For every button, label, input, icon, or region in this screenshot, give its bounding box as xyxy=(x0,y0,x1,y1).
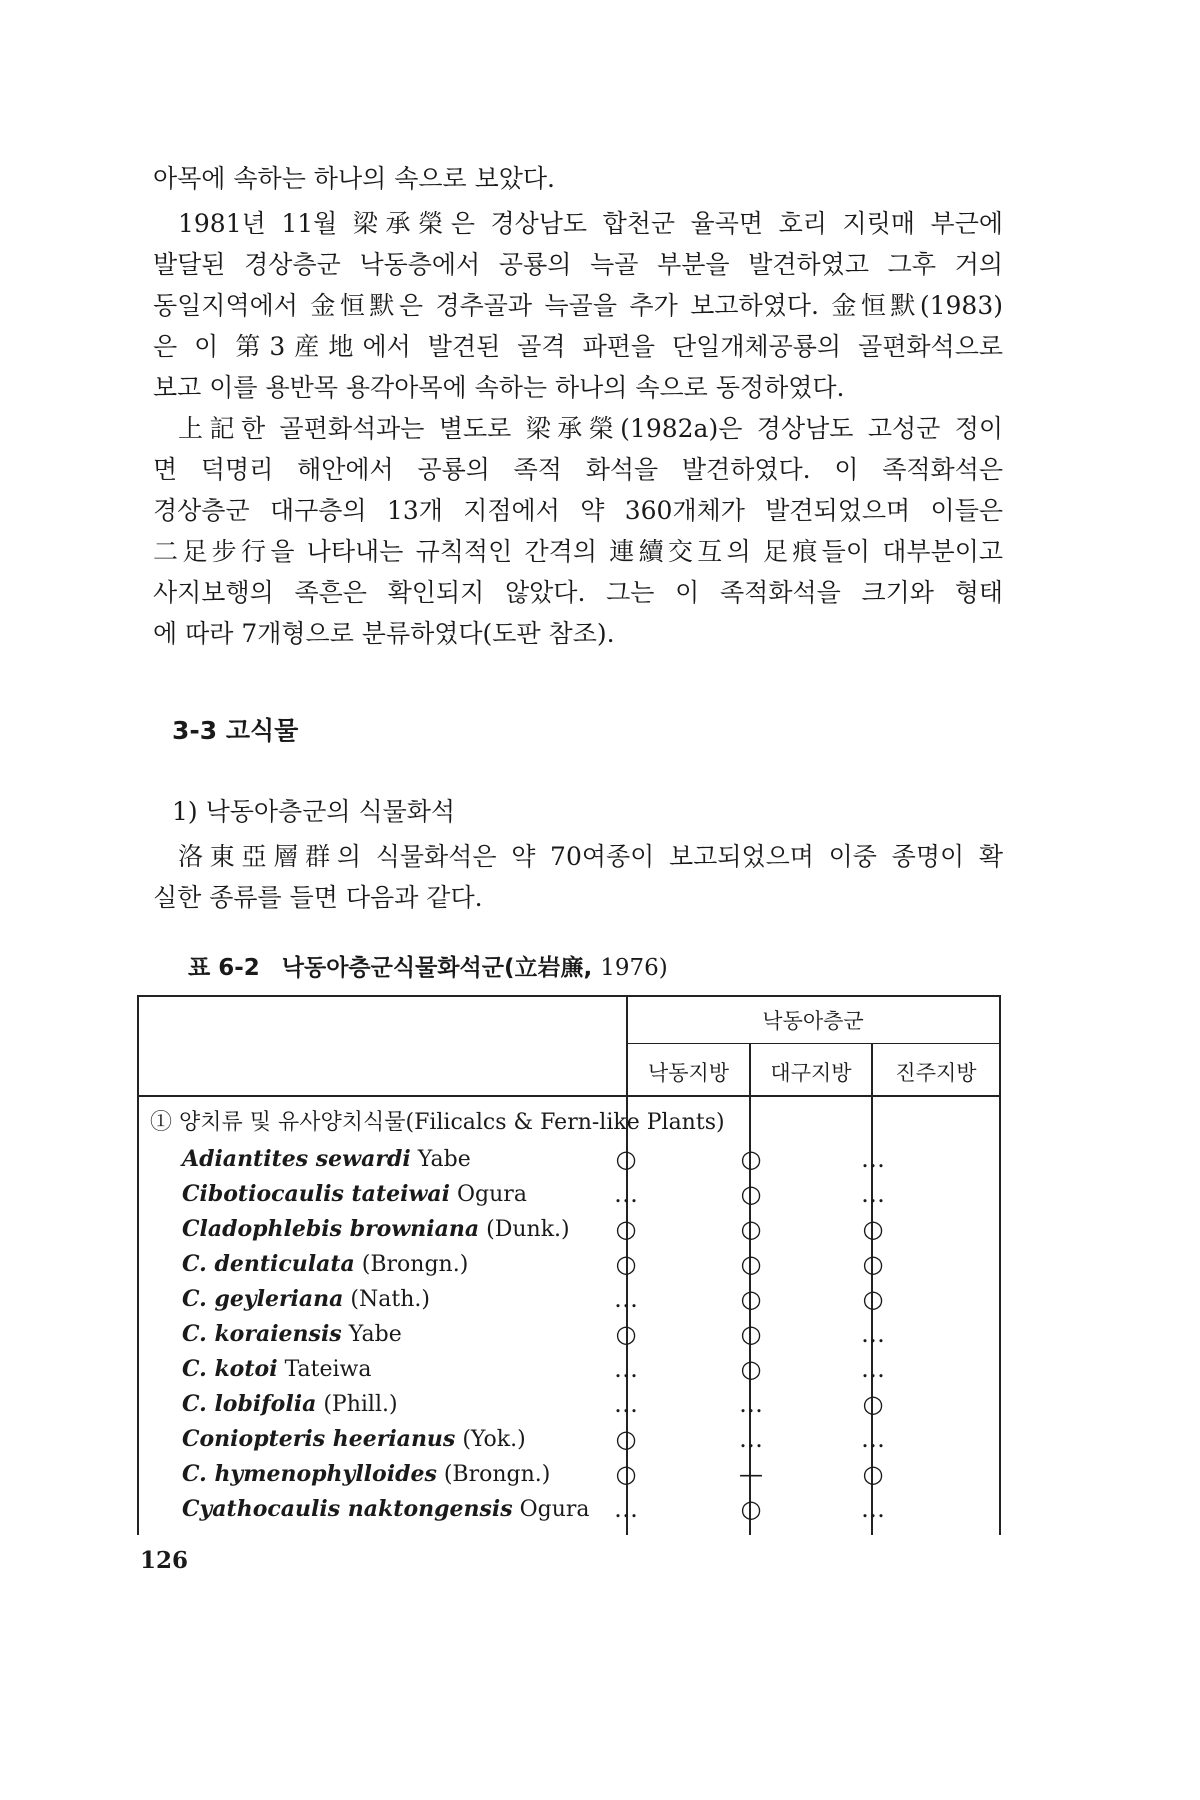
table-row: C. koraiensis Yabe ○ ○ … xyxy=(138,1317,1000,1352)
occurrence-mark: ○ xyxy=(615,1215,637,1243)
text-line: 아목에 속하는 하나의 속으로 보았다. xyxy=(153,164,555,193)
occurrence-mark: ○ xyxy=(862,1215,884,1243)
table-row: Adiantites sewardi Yabe ○ ○ … xyxy=(138,1142,1000,1177)
occurrence-mark: ○ xyxy=(862,1285,884,1313)
group-header: 낙동아층군 xyxy=(762,1009,864,1033)
text-line: 보고 이를 용반목 용각아목에 속하는 하나의 속으로 동정하였다. xyxy=(153,373,845,402)
table-row: C. hymenophylloides (Brongn.) ○ — ○ xyxy=(138,1457,1000,1492)
occurrence-mark: … xyxy=(739,1390,763,1418)
text-line: 경상층군 대구층의 13개 지점에서 약 360개체가 발견되었으며 이들은 xyxy=(153,496,1003,525)
occurrence-mark: ○ xyxy=(615,1250,637,1278)
page-number: 126 xyxy=(140,1547,189,1574)
text-line: 은 이 第3産地에서 발견된 골격 파편을 단일개체공룡의 골편화석으로 xyxy=(153,332,1003,361)
text-line: 사지보행의 족흔은 확인되지 않았다. 그는 이 족적화석을 크기와 형태 xyxy=(153,578,1003,607)
table-row: C. denticulata (Brongn.) ○ ○ ○ xyxy=(138,1247,1000,1282)
text-line: 二足步行을 나타내는 규칙적인 간격의 連續交互의 足痕들이 대부분이고 xyxy=(153,537,1003,566)
occurrence-mark: ○ xyxy=(740,1355,762,1383)
text-line: 면 덕명리 해안에서 공룡의 족적 화석을 발견하였다. 이 족적화석은 xyxy=(153,455,1003,484)
occurrence-mark: … xyxy=(861,1145,885,1173)
occurrence-mark: … xyxy=(614,1355,638,1383)
text-line: 1981년 11월 梁承榮은 경상남도 합천군 율곡면 호리 지릿매 부근에 xyxy=(178,209,1003,238)
table-title: 낙동아층군식물화석군(立岩㢘, xyxy=(281,955,593,981)
occurrence-mark: ○ xyxy=(740,1215,762,1243)
occurrence-mark: ○ xyxy=(862,1460,884,1488)
occurrence-mark: ○ xyxy=(740,1180,762,1208)
table-row: Cyathocaulis naktongensis Ogura … ○ … xyxy=(138,1492,1000,1527)
paragraph-2 xyxy=(153,203,1003,408)
occurrence-mark: ○ xyxy=(740,1145,762,1173)
occurrence-mark: … xyxy=(861,1495,885,1523)
table-row: C. kotoi Tateiwa … ○ … xyxy=(138,1352,1000,1387)
group-header-rule xyxy=(626,1043,1000,1044)
table-year: 1976) xyxy=(600,955,668,981)
table-row: Cladophlebis browniana (Dunk.) ○ ○ ○ xyxy=(138,1212,1000,1247)
occurrence-mark: … xyxy=(614,1390,638,1418)
occurrence-mark: ○ xyxy=(740,1250,762,1278)
occurrence-mark: ○ xyxy=(862,1250,884,1278)
text-line: 洛東亞層群의 식물화석은 약 70여종이 보고되었으며 이중 종명이 확 xyxy=(178,842,1003,871)
table-row: Coniopteris heerianus (Yok.) ○ … … xyxy=(138,1422,1000,1457)
occurrence-mark: ○ xyxy=(615,1320,637,1348)
occurrence-mark: ○ xyxy=(740,1285,762,1313)
paragraph-4 xyxy=(153,836,1003,918)
fossil-table xyxy=(138,995,1000,1535)
occurrence-mark: … xyxy=(614,1180,638,1208)
occurrence-mark: — xyxy=(739,1460,763,1488)
occurrence-mark: ○ xyxy=(615,1460,637,1488)
column-header-daegu: 대구지방 xyxy=(770,1061,852,1085)
table-number: 표 6-2 xyxy=(188,955,260,981)
text-line: 에 따라 7개형으로 분류하였다(도판 참조). xyxy=(153,619,615,648)
paragraph-3 xyxy=(153,408,1003,654)
occurrence-mark: … xyxy=(614,1495,638,1523)
table-row: Cibotiocaulis tateiwai Ogura … ○ … xyxy=(138,1177,1000,1212)
table-top-rule xyxy=(138,995,1000,997)
occurrence-mark: ○ xyxy=(862,1390,884,1418)
occurrence-mark: … xyxy=(614,1285,638,1313)
occurrence-mark: … xyxy=(861,1355,885,1383)
subsection-heading: 1) 낙동아층군의 식물화석 xyxy=(172,797,456,826)
paragraph-1 xyxy=(153,158,1003,199)
text-line: 발달된 경상층군 낙동층에서 공룡의 늑골 부분을 발견하였고 그후 거의 xyxy=(153,250,1003,279)
occurrence-mark: ○ xyxy=(615,1425,637,1453)
occurrence-mark: … xyxy=(739,1425,763,1453)
occurrence-mark: ○ xyxy=(615,1145,637,1173)
column-header-jinju: 진주지방 xyxy=(895,1061,977,1085)
text-line: 上記한 골편화석과는 별도로 梁承榮(1982a)은 경상남도 고성군 정이 xyxy=(178,414,1003,443)
occurrence-mark: … xyxy=(861,1425,885,1453)
table-row: C. geyleriana (Nath.) … ○ ○ xyxy=(138,1282,1000,1317)
text-line: 실한 종류를 들면 다음과 같다. xyxy=(153,883,483,912)
occurrence-mark: … xyxy=(861,1180,885,1208)
table-caption xyxy=(188,952,668,984)
text-line: 동일지역에서 金恒默은 경추골과 늑골을 추가 보고하였다. 金恒默(1983) xyxy=(153,291,1003,320)
occurrence-mark: ○ xyxy=(740,1320,762,1348)
table-row: C. lobifolia (Phill.) … … ○ xyxy=(138,1387,1000,1422)
column-header-nakdong: 낙동지방 xyxy=(647,1061,730,1085)
plant-group-label: ① 양치류 및 유사양치식물(Filicalcs & Fern-like Plants) xyxy=(150,1110,725,1135)
section-heading: 3-3 고식물 xyxy=(172,716,299,745)
occurrence-mark: … xyxy=(861,1320,885,1348)
occurrence-mark: ○ xyxy=(740,1495,762,1523)
